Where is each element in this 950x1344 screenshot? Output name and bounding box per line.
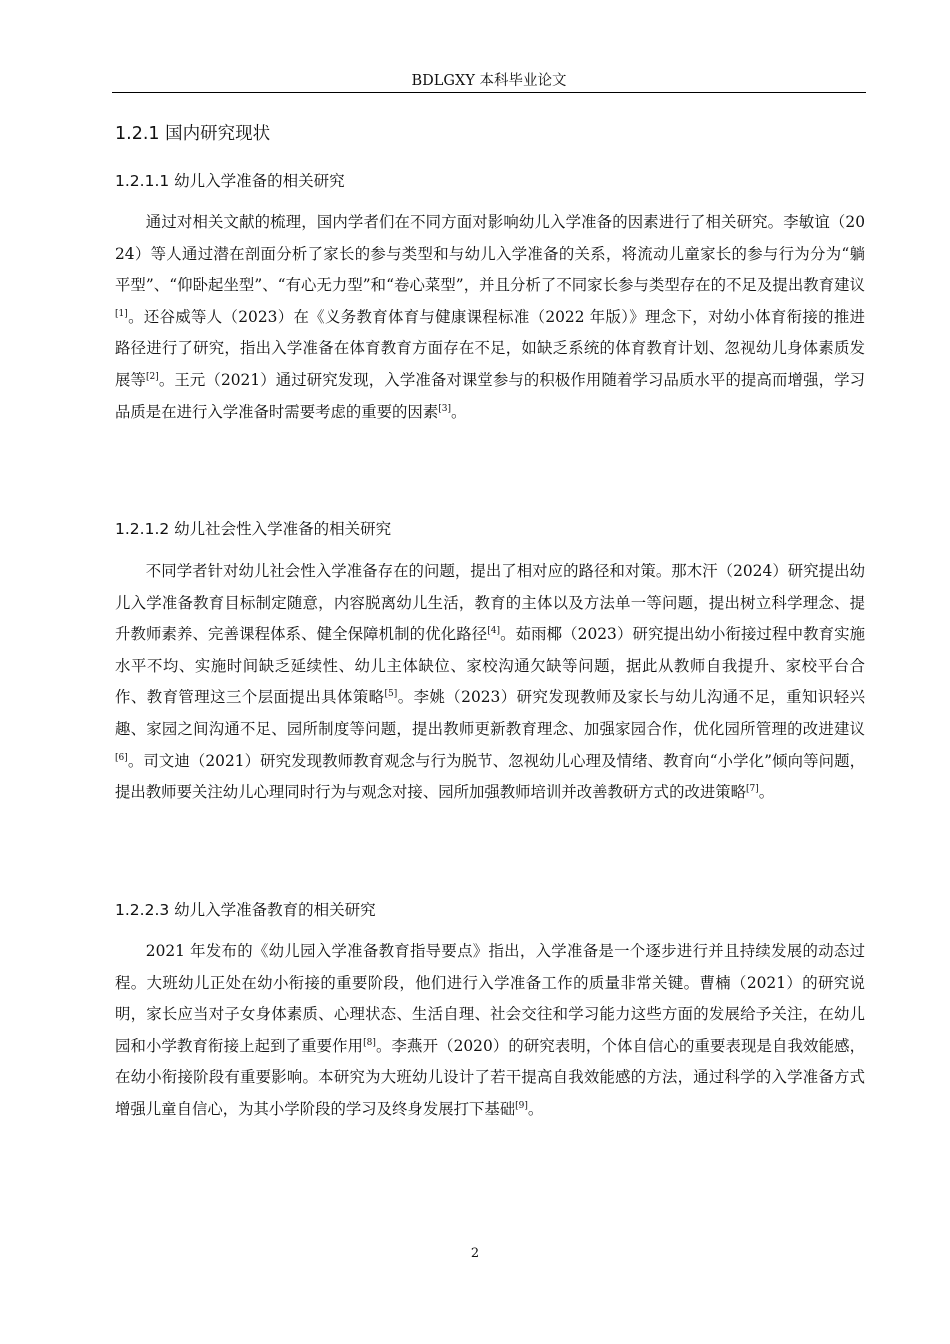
header-rule	[112, 92, 866, 93]
paragraph-3	[115, 936, 865, 1126]
citation: [9]	[515, 1100, 528, 1111]
paragraph-text: 。司文迪（2021）研究发现教师教育观念与行为脱节、忽视幼儿心理及情绪、教育向“小学化”倾向等问题，提出教师要关注幼儿心理同时行为与观念对接、园所加强教师培训并改善教研方式的改进策略	[115, 751, 865, 802]
paragraph-text: 通过对相关文献的梳理，国内学者们在不同方面对影响幼儿入学准备的因素进行了相关研究。李敏谊（2024）等人通过潜在剖面分析了家长的参与类型和与幼儿入学准备的关系，将流动儿童家长的参与行为分为“躺平型”、“仰卧起坐型”、“有心无力型”和“卷心菜型”，并且分析了不同家长参与类型存在的不足及提出教育建议	[115, 213, 865, 295]
citation: [5]	[384, 689, 398, 700]
paragraph-text: 。王元（2021）通过研究发现，入学准备对课堂参与的积极作用随着学习品质水平的提高而增强，学习品质是在进行入学准备时需要考虑的重要的因素	[115, 370, 865, 421]
paragraph-text: 2021 年发布的《幼儿园入学准备教育指导要点》指出，入学准备是一个逐步进行并且持续发展的动态过程。大班幼儿正处在幼小衔接的重要阶段，他们进行入学准备工作的质量非常关键。曹楠（2021）的研究说明，家长应当对子女身体素质、心理状态、生活自理、社会交往和学习能力这些方面的发展给予关注，在幼儿园和小学教育衔接上起到了重要作用	[115, 942, 865, 1055]
paragraph-text: 。李姚（2023）研究发现教师及家长与幼儿沟通不足，重知识轻兴趣、家园之间沟通不足、园所制度等问题，提出教师更新教育理念、加强家园合作，优化园所管理的改进建议	[115, 688, 865, 738]
paragraph-text: 。还谷威等人（2023）在《义务教育体育与健康课程标准（2022 年版）》理念下，对幼小体育衔接的推进路径进行了研究，指出入学准备在体育教育方面存在不足，如缺乏系统的体育教育计划、忽视幼儿身体素质发展等	[115, 307, 865, 389]
citation: [7]	[746, 784, 759, 795]
subsection-heading-3: 1.2.2.3 幼儿入学准备教育的相关研究	[115, 901, 376, 919]
citation: [2]	[146, 371, 159, 382]
section-heading: 1.2.1 国内研究现状	[115, 124, 271, 144]
subsection-heading-2: 1.2.1.2 幼儿社会性入学准备的相关研究	[115, 520, 392, 538]
citation: [4]	[487, 626, 500, 637]
citation: [1]	[115, 308, 128, 319]
subsection-heading-1: 1.2.1.1 幼儿入学准备的相关研究	[115, 172, 345, 190]
citation: [3]	[438, 403, 451, 414]
page-number: 2	[470, 1246, 480, 1261]
paragraph-text: 。	[450, 402, 467, 421]
paragraph-text: 。	[527, 1099, 544, 1118]
paragraph-text: 。茹雨椰（2023）研究提出幼小衔接过程中教育实施水平不均、实施时间缺乏延续性、幼儿主体缺位、家校沟通欠缺等问题，据此从教师自我提升、家校平台合作、教育管理这三个层面提出具体策略	[115, 625, 865, 707]
paragraph-text: 不同学者针对幼儿社会性入学准备存在的问题，提出了相对应的路径和对策。那木汗（2024）研究提出幼儿入学准备教育目标制定随意，内容脱离幼儿生活，教育的主体以及方法单一等问题，提出树立科学理念、提升教师素养、完善课程体系、健全保障机制的优化路径	[115, 562, 865, 644]
paragraph-1	[115, 207, 865, 428]
paragraph-text: 。李燕开（2020）的研究表明，个体自信心的重要表现是自我效能感，在幼小衔接阶段有重要影响。本研究为大班幼儿设计了若干提高自我效能感的方法，通过科学的入学准备方式增强儿童自信心，为其小学阶段的学习及终身发展打下基础	[115, 1036, 865, 1118]
paragraph-2	[115, 556, 865, 809]
paragraph-text: 。	[758, 783, 775, 802]
citation: [6]	[115, 752, 128, 763]
citation: [8]	[363, 1037, 376, 1048]
running-header: BDLGXY 本科毕业论文	[411, 73, 567, 89]
